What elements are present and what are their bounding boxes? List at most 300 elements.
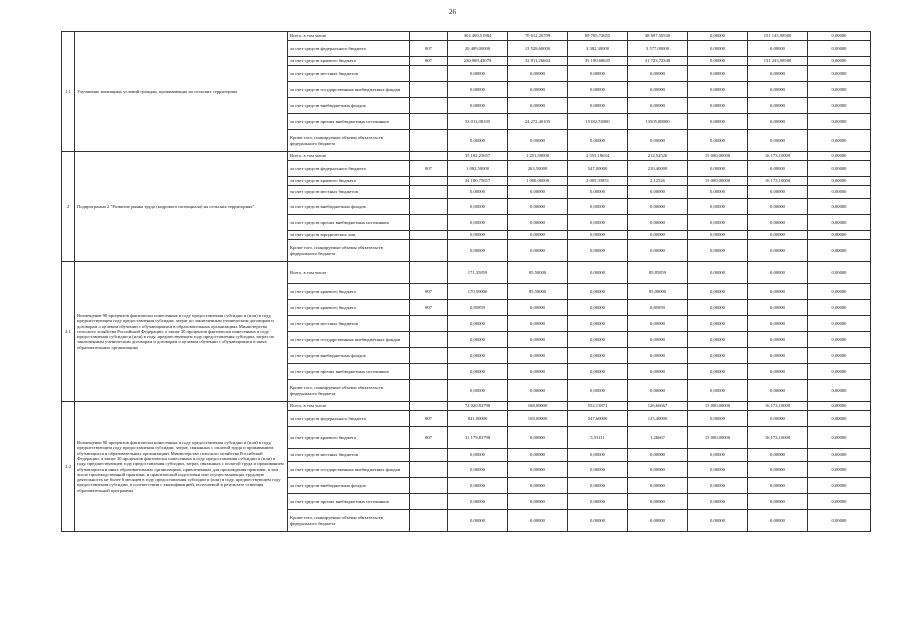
amount-cell: 0,00000 [568,199,628,215]
budget-code [410,262,448,284]
amount-cell: 0,00000 [808,380,871,402]
amount-cell: 0,00000 [688,332,748,348]
funding-source: за счет средств местных бюджетов [288,186,410,199]
amount-cell: 1 082,50000 [448,161,508,177]
funding-source: за счет средств федерального бюджета [288,411,410,427]
funding-source: за счет средств местных бюджетов [288,449,410,462]
amount-cell: 0,00000 [748,262,808,284]
amount-cell: 0,00000 [508,82,568,98]
amount-cell: 0,00000 [568,300,628,316]
funding-source: за счет средств краевого бюджета [288,284,410,300]
amount-cell: 0,00000 [688,364,748,380]
amount-cell: 0,00000 [808,449,871,462]
amount-cell: 0,00000 [448,364,508,380]
amount-cell: 0,00000 [448,66,508,82]
amount-cell: 0,00000 [748,231,808,240]
amount-cell: 0,00000 [568,348,628,364]
amount-cell: 0,00000 [568,82,628,98]
funding-source: за счет средств прочих внебюджетных источников [288,494,410,510]
amount-cell: 0,00000 [808,240,871,262]
amount-cell: 0,00000 [808,348,871,364]
section-description: Подпрограмма 2 "Развитие рынка труда (кадрового потенциала) на сельских территориях" [75,152,288,262]
amount-cell: 0,00000 [748,66,808,82]
amount-cell: 0,00000 [688,199,748,215]
amount-cell: 0,00000 [448,199,508,215]
amount-cell: 0,00000 [508,348,568,364]
amount-cell: 0,00000 [628,82,688,98]
amount-cell: 0,00000 [748,462,808,478]
amount-cell: 0,00000 [508,462,568,478]
amount-cell: 0,00000 [688,82,748,98]
table-row [62,32,871,41]
amount-cell: 13505,88000 [628,114,688,130]
amount-cell: 85,50000 [508,284,568,300]
amount-cell: 0,00000 [808,152,871,161]
funding-source: Кроме того, планируемые объемы обязательств федерального бюджета [288,240,410,262]
budget-table [61,31,871,532]
amount-cell: 15182,74000 [568,114,628,130]
funding-source: за счет средств государственных внебюджетных фондов [288,82,410,98]
amount-cell: 0,00000 [688,114,748,130]
amount-cell: 212,52526 [628,152,688,161]
amount-cell: 0,00000 [748,186,808,199]
amount-cell: 2 005,33851 [568,177,628,186]
section-description: Улучшение жилищных условий граждан, проживающих на сельских территориях [75,32,288,152]
amount-cell: 0,00000 [448,462,508,478]
amount-cell: 0,00000 [808,402,871,411]
amount-cell: 0,00000 [568,284,628,300]
amount-cell: 0,00000 [568,215,628,231]
amount-cell: 1 251,50000 [508,152,568,161]
funding-source: за счет средств юридических лиц [288,231,410,240]
amount-cell: 0,00000 [448,215,508,231]
amount-cell: 230 969,43079 [448,57,508,66]
amount-cell: 0,00000 [568,494,628,510]
funding-source: за счет средств внебюджетных фондов [288,98,410,114]
amount-cell: 2 553,18634 [568,152,628,161]
amount-cell: 126,66667 [628,402,688,411]
amount-cell: 35 190,68635 [568,57,628,66]
amount-cell: 0,00000 [568,66,628,82]
amount-cell: 0,00000 [448,240,508,262]
funding-source: за счет средств прочих внебюджетных источников [288,364,410,380]
amount-cell: 32 811,26604 [508,57,568,66]
funding-source: за счет средств государственных внебюджетных фондов [288,332,410,348]
amount-cell: 0,00000 [748,161,808,177]
amount-cell: 0,00000 [448,186,508,199]
amount-cell: 547,60000 [568,411,628,427]
budget-code: 807 [410,427,448,449]
amount-cell: 0,00000 [568,130,628,152]
amount-cell: 0,00000 [808,57,871,66]
funding-source: Всего, в том числе [288,262,410,284]
amount-cell: 0,00000 [448,380,508,402]
amount-cell: 0,00000 [748,240,808,262]
budget-code [410,449,448,462]
amount-cell: 0,00000 [628,66,688,82]
amount-cell: 0,00000 [748,348,808,364]
amount-cell: 0,00000 [748,510,808,532]
funding-source: за счет средств внебюджетных фондов [288,348,410,364]
budget-code [410,332,448,348]
amount-cell: 552,13871 [568,402,628,411]
budget-code [410,114,448,130]
amount-cell: 0,00000 [748,494,808,510]
section-number: 1.1 [62,32,75,152]
funding-source: за счет средств федерального бюджета [288,41,410,57]
funding-source: Кроме того, планируемые объемы обязательств федерального бюджета [288,130,410,152]
budget-code: 807 [410,57,448,66]
amount-cell: 0,00000 [808,462,871,478]
amount-cell: 72 020,83798 [448,402,508,411]
amount-cell: 0,00000 [748,411,808,427]
amount-cell: 0,00000 [808,41,871,57]
amount-cell: 13 528,60000 [508,41,568,57]
amount-cell: 85,85859 [628,262,688,284]
amount-cell: 0,00000 [808,262,871,284]
amount-cell: 0,00000 [748,41,808,57]
amount-cell: 0,00000 [568,332,628,348]
amount-cell: 0,00000 [508,510,568,532]
funding-source: за счет средств государственных внебюджетных фондов [288,462,410,478]
amount-cell: 0,00000 [688,411,748,427]
amount-cell: 85,50000 [508,262,568,284]
amount-cell: 0,00000 [628,449,688,462]
amount-cell: 0,00000 [508,66,568,82]
section-description: Возмещение 90 процентов фактически понесенных в году предоставления субсидии и (или) в году, предшествующем году предоставления субсидии, затрат, связанных с оплатой труда и проживанием обучающихся в образовательных организациях Министерства сельского хозяйства Российской Федерации, а также 30 процентов фактически понесенных в году предоставления субсидии и (или) в году, предшествующем году предоставления субсидии, затрат, связанных с оплатой труда и проживанием обучающихся в иных образовательных организациях, привлеченных для прохождения практики, в том числе производственной практики, и практической подготовки или осуществляющих трудовую деятельность не более 6 месяцев в году предоставления субсидии и (или) в году, предшествующем году предоставления субсидии, в соответствии с квалификацией, получаемой в результате освоения образовательной программы [75,402,288,532]
budget-code [410,478,448,494]
amount-cell: 0,00000 [808,130,871,152]
amount-cell: 0,00000 [508,300,568,316]
amount-cell: 0,00000 [748,82,808,98]
funding-source: Кроме того, планируемые объемы обязательств федерального бюджета [288,380,410,402]
budget-code: 807 [410,41,448,57]
table-row [62,262,871,284]
funding-source: за счет средств федерального бюджета [288,161,410,177]
budget-code [410,82,448,98]
amount-cell: 0,00000 [628,215,688,231]
page-number: 26 [449,8,456,16]
amount-cell: 0,00000 [448,510,508,532]
amount-cell: 0,00000 [508,130,568,152]
budget-code [410,66,448,82]
budget-code [410,402,448,411]
budget-code [410,98,448,114]
budget-code [410,348,448,364]
amount-cell: 0,00000 [688,240,748,262]
amount-cell: 0,00000 [568,231,628,240]
amount-cell: 0,00000 [748,130,808,152]
amount-cell: 0,00000 [688,161,748,177]
amount-cell: 263,50000 [508,161,568,177]
amount-cell: 0,00000 [748,332,808,348]
amount-cell: 0,00000 [448,449,508,462]
funding-source: Всего, в том числе [288,152,410,161]
budget-code [410,177,448,186]
amount-cell: 0,00000 [808,494,871,510]
amount-cell: 15 000,00000 [688,402,748,411]
amount-cell: 0,00000 [808,215,871,231]
amount-cell: 0,00000 [688,262,748,284]
amount-cell: 15 000,00000 [688,177,748,186]
budget-code [410,231,448,240]
amount-cell: 16 173,10000 [748,177,808,186]
amount-cell: 0,00000 [808,32,871,41]
section-number: 2 [62,152,75,262]
amount-cell: 0,00000 [688,41,748,57]
amount-cell: 0,00000 [448,130,508,152]
amount-cell: 0,00000 [808,82,871,98]
amount-cell: 0,00000 [508,98,568,114]
funding-source: за счет средств краевого бюджета [288,177,410,186]
amount-cell: 0,00000 [508,231,568,240]
amount-cell: 0,00000 [568,186,628,199]
section-description: Возмещение 90 процентов фактически понесенных в году предоставления субсидии и (или) в году, предшествующем году предоставления субсидии, затрат по заключенным ученическим договорам и договорам о целевом обучении с обучающимися в образовательных организациях Министерства сельского хозяйства Российской Федерации, а также 30 процентов фактически понесенных в году предоставления субсидии и (или) в году, предшествующем году предоставления субсидии, затрат по заключенным ученическим договорам и договорам о целевом обучении с обучающимися в иных образовательных организациях [75,262,288,402]
funding-source: за счет средств краевого бюджета [288,427,410,449]
amount-cell: 0,00000 [748,449,808,462]
budget-table-body [62,32,871,532]
amount-cell: 0,00000 [508,332,568,348]
amount-cell: 34 180,75657 [448,177,508,186]
amount-cell: 0,00000 [448,82,508,98]
amount-cell: 0,00000 [688,215,748,231]
amount-cell: 210,40000 [628,161,688,177]
amount-cell: 0,00000 [748,300,808,316]
budget-code: 807 [410,161,448,177]
amount-cell: 0,00000 [688,32,748,41]
amount-cell: 0,00000 [808,231,871,240]
amount-cell: 0,00000 [808,199,871,215]
amount-cell: 0,00000 [688,300,748,316]
amount-cell: 131 243,98500 [748,57,808,66]
amount-cell: 0,00000 [448,98,508,114]
amount-cell: 0,00000 [508,494,568,510]
amount-cell: 0,00000 [568,380,628,402]
amount-cell: 0,00000 [688,510,748,532]
budget-code [410,199,448,215]
amount-cell: 16 173,10000 [748,152,808,161]
amount-cell: 0,00000 [568,478,628,494]
amount-cell: 0,00000 [448,231,508,240]
amount-cell: 0,00000 [808,478,871,494]
amount-cell: 20 489,00000 [448,41,508,57]
funding-source: за счет средств внебюджетных фондов [288,199,410,215]
amount-cell: 2,12526 [628,177,688,186]
budget-code [410,462,448,478]
amount-cell: 125,40000 [628,411,688,427]
budget-code [410,510,448,532]
amount-cell: 0,00000 [448,332,508,348]
amount-cell: 0,00000 [688,98,748,114]
amount-cell: 0,00000 [628,494,688,510]
budget-code [410,130,448,152]
amount-cell: 69 705,72655 [568,32,628,41]
amount-cell: 0,00000 [508,380,568,402]
amount-cell: 0,00000 [808,427,871,449]
budget-code [410,32,448,41]
amount-cell: 168,00000 [508,411,568,427]
amount-cell: 24 272,40105 [508,114,568,130]
amount-cell: 70 612,26709 [508,32,568,41]
amount-cell: 0,00000 [628,98,688,114]
funding-source: за счет средств местных бюджетов [288,66,410,82]
amount-cell: 0,00000 [508,199,568,215]
amount-cell: 48 697,50540 [628,32,688,41]
amount-cell: 0,00000 [568,462,628,478]
amount-cell: 304 469,51884 [448,32,508,41]
budget-code: 807 [410,300,448,316]
amount-cell: 0,00000 [628,199,688,215]
amount-cell: 0,00000 [748,316,808,332]
funding-source: Всего, в том числе [288,402,410,411]
amount-cell: 0,00000 [808,66,871,82]
amount-cell: 3 382,30000 [568,41,628,57]
amount-cell: 0,00000 [568,262,628,284]
amount-cell: 3 577,00000 [628,41,688,57]
amount-cell: 16 173,10000 [748,402,808,411]
amount-cell: 0,00000 [448,478,508,494]
amount-cell: 0,00000 [568,240,628,262]
amount-cell: 0,00000 [688,494,748,510]
amount-cell: 15 000,00000 [688,152,748,161]
amount-cell: 0,00000 [688,284,748,300]
funding-source: Всего, в том числе [288,32,410,41]
amount-cell: 0,00000 [688,348,748,364]
section-number: 2.1 [62,262,75,402]
budget-code [410,215,448,231]
amount-cell: 31 179,83798 [448,427,508,449]
amount-cell: 0,00000 [808,411,871,427]
amount-cell: 0,00000 [748,364,808,380]
amount-cell: 0,00000 [448,316,508,332]
amount-cell: 1 000,00000 [508,177,568,186]
funding-source: за счет средств прочих внебюджетных источников [288,114,410,130]
budget-code [410,240,448,262]
amount-cell: 0,00000 [808,510,871,532]
amount-cell: 171,35859 [448,262,508,284]
budget-code [410,364,448,380]
amount-cell: 0,00000 [628,348,688,364]
amount-cell: 0,00000 [628,510,688,532]
amount-cell: 0,00000 [688,186,748,199]
amount-cell: 0,00000 [568,316,628,332]
amount-cell: 0,00000 [448,494,508,510]
amount-cell: 0,00000 [808,186,871,199]
amount-cell: 1,26667 [628,427,688,449]
amount-cell: 0,00000 [688,231,748,240]
amount-cell: 0,00000 [508,427,568,449]
amount-cell: 0,00000 [688,462,748,478]
amount-cell: 0,00000 [748,380,808,402]
amount-cell: 31 723,72340 [628,57,688,66]
amount-cell: 0,00000 [808,284,871,300]
amount-cell: 0,00000 [688,66,748,82]
budget-code [410,186,448,199]
amount-cell: 0,00000 [628,364,688,380]
amount-cell: 841,00000 [448,411,508,427]
funding-source: Кроме того, планируемые объемы обязательств федерального бюджета [288,510,410,532]
amount-cell: 0,00000 [808,316,871,332]
amount-cell: 0,00000 [568,510,628,532]
amount-cell: 0,00000 [568,98,628,114]
amount-cell: 0,00000 [508,215,568,231]
amount-cell: 5,53111 [568,427,628,449]
table-row [62,152,871,161]
amount-cell: 0,00000 [628,316,688,332]
amount-cell: 0,00000 [628,231,688,240]
amount-cell: 35 102,25657 [448,152,508,161]
amount-cell: 0,85859 [448,300,508,316]
amount-cell: 0,00000 [748,98,808,114]
amount-cell: 0,00000 [628,240,688,262]
section-number: 2.2 [62,402,75,532]
amount-cell: 0,00000 [688,57,748,66]
amount-cell: 0,00000 [808,332,871,348]
funding-source: за счет средств краевого бюджета [288,300,410,316]
amount-cell: 0,00000 [508,240,568,262]
budget-code [410,316,448,332]
funding-source: за счет средств местных бюджетов [288,316,410,332]
amount-cell: 0,00000 [688,130,748,152]
amount-cell: 0,00000 [808,177,871,186]
amount-cell: 0,00000 [808,114,871,130]
amount-cell: 0,00000 [628,380,688,402]
amount-cell: 53 011,08105 [448,114,508,130]
amount-cell: 0,00000 [688,316,748,332]
amount-cell: 170,50000 [448,284,508,300]
funding-source: за счет средств краевого бюджета [288,57,410,66]
amount-cell: 0,00000 [508,186,568,199]
funding-source: за счет средств внебюджетных фондов [288,478,410,494]
amount-cell: 0,00000 [688,380,748,402]
amount-cell: 0,00000 [748,284,808,300]
amount-cell: 16 173,10000 [748,427,808,449]
amount-cell: 168,00000 [508,402,568,411]
amount-cell: 85,00000 [628,284,688,300]
amount-cell: 0,00000 [748,199,808,215]
amount-cell: 0,00000 [688,449,748,462]
amount-cell: 0,00000 [508,449,568,462]
amount-cell: 0,00000 [808,98,871,114]
amount-cell: 0,00000 [808,364,871,380]
budget-code [410,494,448,510]
budget-code: 807 [410,284,448,300]
amount-cell: 0,00000 [688,478,748,494]
budget-code: 807 [410,411,448,427]
amount-cell: 0,00000 [628,130,688,152]
amount-cell: 15 000,00000 [688,427,748,449]
amount-cell: 0,00000 [508,364,568,380]
amount-cell: 151 145,98500 [748,32,808,41]
budget-code [410,380,448,402]
amount-cell: 0,00000 [628,332,688,348]
budget-code [410,152,448,161]
amount-cell: 0,00000 [808,300,871,316]
amount-cell: 0,00000 [568,449,628,462]
amount-cell: 0,00000 [748,215,808,231]
amount-cell: 0,00000 [748,114,808,130]
amount-cell: 0,00000 [628,186,688,199]
amount-cell: 0,85859 [628,300,688,316]
amount-cell: 0,00000 [448,348,508,364]
amount-cell: 0,00000 [508,316,568,332]
amount-cell: 0,00000 [628,462,688,478]
funding-source: за счет средств прочих внебюджетных источников [288,215,410,231]
amount-cell: 0,00000 [748,478,808,494]
table-row [62,402,871,411]
amount-cell: 0,00000 [808,161,871,177]
amount-cell: 547,00000 [568,161,628,177]
